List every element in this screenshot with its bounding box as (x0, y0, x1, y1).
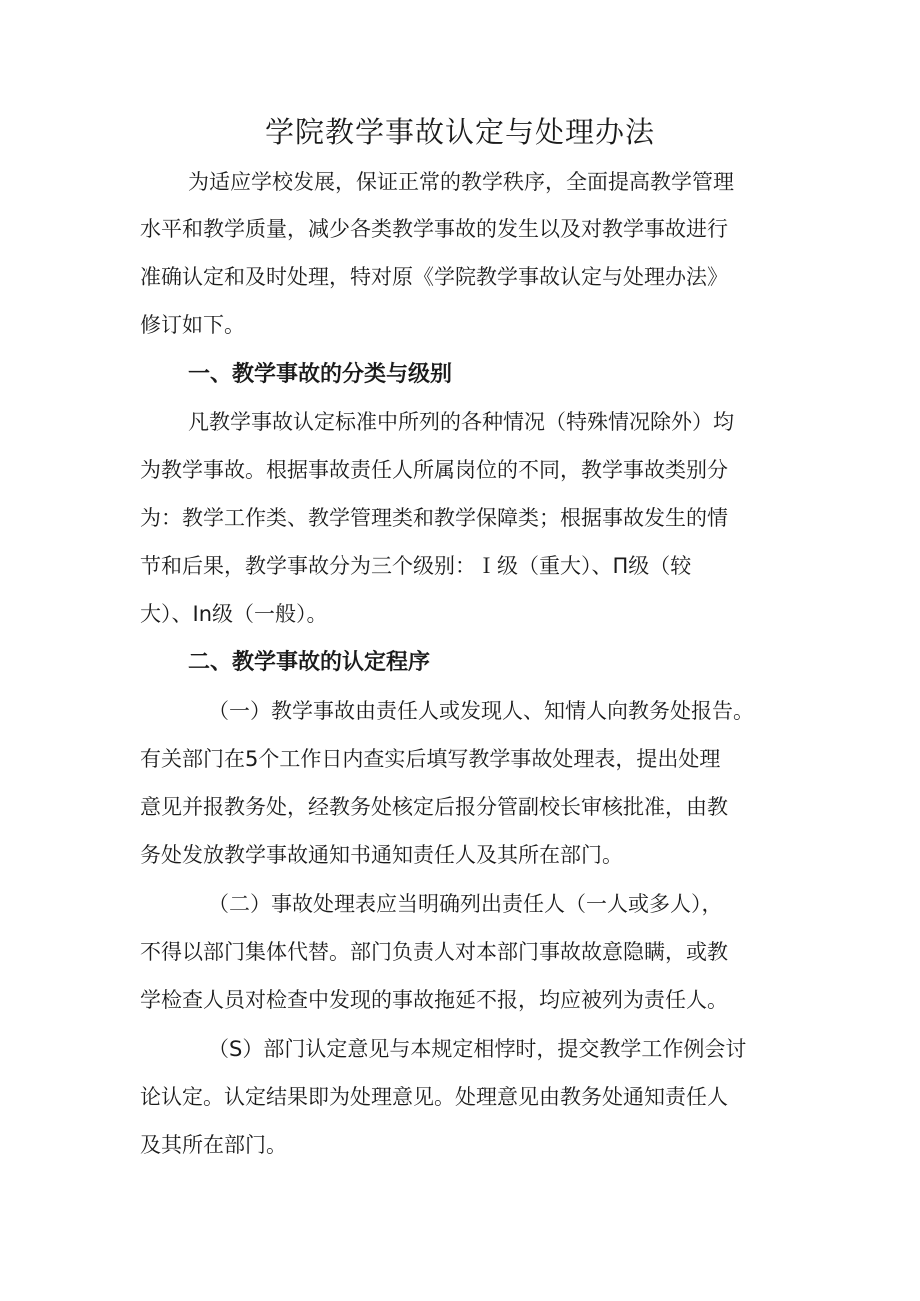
document-title: 学院教学事故认定与处理办法 (264, 115, 655, 149)
section2-para3-line: 论认定。认定结果即为处理意见。处理意见由教务处通知责任人 (140, 1085, 728, 1109)
section-heading-classification: 一、教学事故的分类与级别 (188, 362, 453, 387)
intro-line: 修订如下。 (140, 313, 245, 337)
section2-para2-line: 学检查人员对检查中发现的事故拖延不报，均应被列为责任人。 (140, 988, 728, 1012)
section2-para2-line: （二）事故处理表应当明确列出责任人（一人或多人）， (208, 892, 723, 916)
section-heading-procedure: 二、教学事故的认定程序 (188, 650, 431, 675)
section2-para1-line: 有关部门在5个工作日内查实后填写教学事故处理表，提出处理 (140, 747, 721, 771)
intro-line: 准确认定和及时处理，特对原《学院教学事故认定与处理办法》 (140, 265, 728, 289)
intro-line: 为适应学校发展，保证正常的教学秩序，全面提高教学管理 (188, 170, 734, 194)
section1-line: 为：教学工作类、教学管理类和教学保障类；根据事故发生的情 (140, 506, 728, 530)
section2-para3-line: （S）部门认定意见与本规定相悖时，提交教学工作例会讨 (208, 1037, 747, 1061)
section1-line: 凡教学事故认定标准中所列的各种情况（特殊情况除外）均 (188, 410, 734, 434)
section1-line: 大）、In级（一般）。 (140, 602, 328, 626)
section1-line: 为教学事故。根据事故责任人所属岗位的不同，教学事故类别分 (140, 458, 728, 482)
section2-para2-line: 不得以部门集体代替。部门负责人对本部门事故故意隐瞒，或教 (140, 940, 728, 964)
section2-para1-line: （一）教学事故由责任人或发现人、知情人向教务处报告。 (208, 699, 754, 723)
section2-para1-line: 务处发放教学事故通知书通知责任人及其所在部门。 (140, 843, 623, 867)
section2-para3-line: 及其所在部门。 (140, 1133, 287, 1157)
section2-para1-line: 意见并报教务处，经教务处核定后报分管副校长审核批准，由教 (140, 795, 728, 819)
section1-line: 节和后果，教学事故分为三个级别：Ｉ级（重大）、Π级（较 (140, 554, 692, 578)
intro-line: 水平和教学质量，减少各类教学事故的发生以及对教学事故进行 (140, 217, 728, 241)
